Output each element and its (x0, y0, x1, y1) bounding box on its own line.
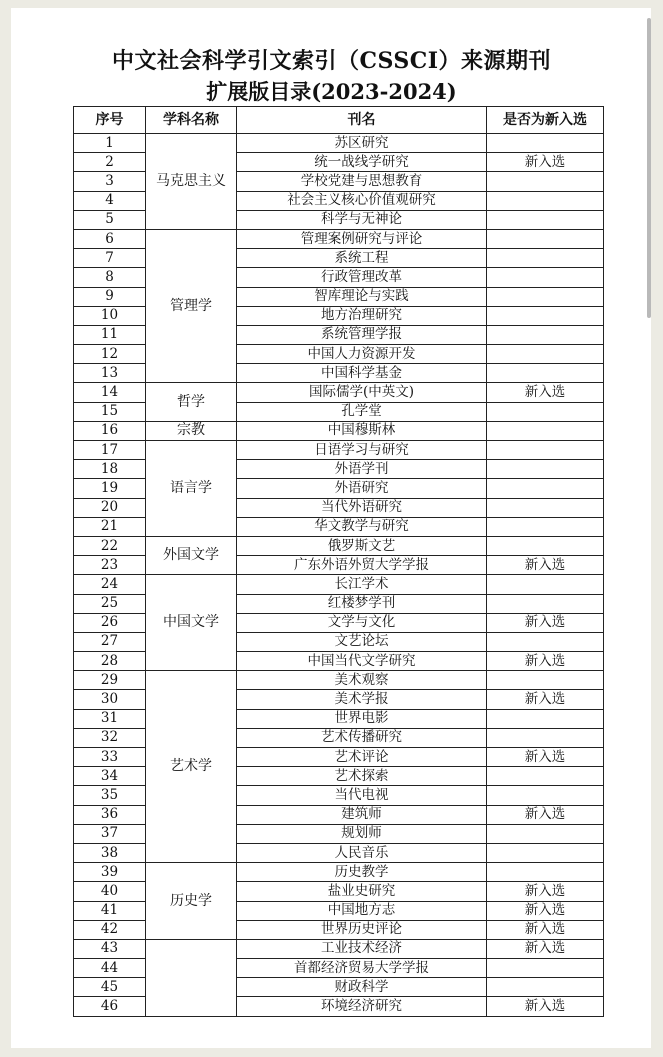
new-status (487, 402, 604, 421)
table-body (74, 134, 604, 1017)
new-status (487, 594, 604, 613)
journal-name: 盐业史研究 (237, 882, 487, 901)
journal-name: 智库理论与实践 (237, 287, 487, 306)
subject-cell (146, 939, 237, 1016)
new-status (487, 191, 604, 210)
row-number: 13 (74, 364, 146, 383)
row-number: 15 (74, 402, 146, 421)
new-status: 新入选 (487, 748, 604, 767)
new-status (487, 134, 604, 153)
row-number: 7 (74, 249, 146, 268)
journal-name: 当代外语研究 (237, 498, 487, 517)
row-number: 6 (74, 229, 146, 248)
journal-name: 艺术传播研究 (237, 728, 487, 747)
row-number: 41 (74, 901, 146, 920)
new-status (487, 479, 604, 498)
journal-name: 科学与无神论 (237, 210, 487, 229)
new-status (487, 268, 604, 287)
new-status (487, 229, 604, 248)
journal-name: 环境经济研究 (237, 997, 487, 1016)
subject-cell: 管理学 (146, 229, 237, 383)
new-status: 新入选 (487, 920, 604, 939)
subject-cell: 外国文学 (146, 536, 237, 574)
row-number: 28 (74, 652, 146, 671)
new-status (487, 959, 604, 978)
journal-name: 人民音乐 (237, 843, 487, 862)
row-number: 37 (74, 824, 146, 843)
table-row (74, 383, 604, 402)
row-number: 16 (74, 421, 146, 440)
journal-name: 中国地方志 (237, 901, 487, 920)
journal-name: 中国科学基金 (237, 364, 487, 383)
new-status (487, 728, 604, 747)
row-number: 19 (74, 479, 146, 498)
journal-name: 美术观察 (237, 671, 487, 690)
new-status (487, 287, 604, 306)
journal-name: 建筑师 (237, 805, 487, 824)
new-status: 新入选 (487, 882, 604, 901)
row-number: 43 (74, 939, 146, 958)
new-status: 新入选 (487, 939, 604, 958)
row-number: 30 (74, 690, 146, 709)
journal-name: 财政科学 (237, 978, 487, 997)
table-row (74, 441, 604, 460)
new-status (487, 210, 604, 229)
row-number: 31 (74, 709, 146, 728)
title-line-2: 扩展版目录(2023-2024) (206, 79, 457, 104)
journal-name: 工业技术经济 (237, 939, 487, 958)
row-number: 35 (74, 786, 146, 805)
table-row (74, 229, 604, 248)
new-status (487, 249, 604, 268)
new-status (487, 517, 604, 536)
new-status: 新入选 (487, 556, 604, 575)
row-number: 26 (74, 613, 146, 632)
row-number: 42 (74, 920, 146, 939)
new-status (487, 709, 604, 728)
new-status (487, 441, 604, 460)
new-status: 新入选 (487, 383, 604, 402)
row-number: 17 (74, 441, 146, 460)
new-status (487, 671, 604, 690)
new-status: 新入选 (487, 652, 604, 671)
journal-name: 社会主义核心价值观研究 (237, 191, 487, 210)
journal-name: 规划师 (237, 824, 487, 843)
row-number: 12 (74, 345, 146, 364)
table-row (74, 536, 604, 555)
row-number: 8 (74, 268, 146, 287)
journal-name: 行政管理改革 (237, 268, 487, 287)
journal-name: 统一战线学研究 (237, 153, 487, 172)
new-status (487, 421, 604, 440)
row-number: 4 (74, 191, 146, 210)
row-number: 25 (74, 594, 146, 613)
header-new: 是否为新入选 (487, 107, 604, 134)
journal-name: 日语学习与研究 (237, 441, 487, 460)
row-number: 14 (74, 383, 146, 402)
new-status (487, 536, 604, 555)
header-subject: 学科名称 (146, 107, 237, 134)
new-status (487, 824, 604, 843)
journal-name: 首都经济贸易大学学报 (237, 959, 487, 978)
new-status: 新入选 (487, 613, 604, 632)
subject-cell: 宗教 (146, 421, 237, 440)
row-number: 18 (74, 460, 146, 479)
journal-table (73, 106, 604, 1017)
row-number: 32 (74, 728, 146, 747)
journal-name: 艺术探索 (237, 767, 487, 786)
new-status: 新入选 (487, 805, 604, 824)
new-status (487, 345, 604, 364)
journal-name: 美术学报 (237, 690, 487, 709)
journal-name: 外语学刊 (237, 460, 487, 479)
journal-name: 华文教学与研究 (237, 517, 487, 536)
journal-name: 系统管理学报 (237, 325, 487, 344)
new-status (487, 172, 604, 191)
row-number: 27 (74, 632, 146, 651)
new-status (487, 786, 604, 805)
journal-name: 中国当代文学研究 (237, 652, 487, 671)
row-number: 5 (74, 210, 146, 229)
row-number: 46 (74, 997, 146, 1016)
table-row (74, 939, 604, 958)
row-number: 34 (74, 767, 146, 786)
new-status (487, 306, 604, 325)
new-status (487, 364, 604, 383)
table-row (74, 863, 604, 882)
journal-name: 世界电影 (237, 709, 487, 728)
row-number: 20 (74, 498, 146, 517)
journal-name: 管理案例研究与评论 (237, 229, 487, 248)
row-number: 33 (74, 748, 146, 767)
journal-name: 俄罗斯文艺 (237, 536, 487, 555)
journal-name: 广东外语外贸大学学报 (237, 556, 487, 575)
journal-name: 苏区研究 (237, 134, 487, 153)
header-journal: 刊名 (237, 107, 487, 134)
row-number: 36 (74, 805, 146, 824)
new-status (487, 325, 604, 344)
journal-name: 文艺论坛 (237, 632, 487, 651)
journal-name: 红楼梦学刊 (237, 594, 487, 613)
journal-name: 艺术评论 (237, 748, 487, 767)
row-number: 10 (74, 306, 146, 325)
journal-name: 文学与文化 (237, 613, 487, 632)
new-status: 新入选 (487, 690, 604, 709)
title-line-1: 中文社会科学引文索引（CSSCI）来源期刊 (111, 48, 552, 74)
row-number: 3 (74, 172, 146, 191)
new-status (487, 843, 604, 862)
row-number: 9 (74, 287, 146, 306)
table-header-row (74, 107, 604, 134)
new-status (487, 460, 604, 479)
row-number: 29 (74, 671, 146, 690)
new-status: 新入选 (487, 997, 604, 1016)
journal-name: 地方治理研究 (237, 306, 487, 325)
table-row (74, 421, 604, 440)
table-row (74, 134, 604, 153)
new-status (487, 632, 604, 651)
row-number: 38 (74, 843, 146, 862)
row-number: 40 (74, 882, 146, 901)
journal-name: 中国人力资源开发 (237, 345, 487, 364)
subject-cell: 历史学 (146, 863, 237, 940)
journal-name: 中国穆斯林 (237, 421, 487, 440)
journal-name: 历史教学 (237, 863, 487, 882)
new-status: 新入选 (487, 153, 604, 172)
new-status (487, 575, 604, 594)
new-status (487, 498, 604, 517)
row-number: 11 (74, 325, 146, 344)
journal-name: 学校党建与思想教育 (237, 172, 487, 191)
row-number: 24 (74, 575, 146, 594)
new-status: 新入选 (487, 901, 604, 920)
row-number: 2 (74, 153, 146, 172)
row-number: 21 (74, 517, 146, 536)
row-number: 23 (74, 556, 146, 575)
journal-name: 系统工程 (237, 249, 487, 268)
table-row (74, 671, 604, 690)
row-number: 44 (74, 959, 146, 978)
new-status (487, 978, 604, 997)
subject-cell: 语言学 (146, 441, 237, 537)
journal-name: 孔学堂 (237, 402, 487, 421)
journal-name: 国际儒学(中英文) (237, 383, 487, 402)
row-number: 22 (74, 536, 146, 555)
journal-name: 世界历史评论 (237, 920, 487, 939)
row-number: 1 (74, 134, 146, 153)
header-no: 序号 (74, 107, 146, 134)
subject-cell: 马克思主义 (146, 134, 237, 230)
row-number: 45 (74, 978, 146, 997)
subject-cell: 中国文学 (146, 575, 237, 671)
journal-name: 当代电视 (237, 786, 487, 805)
table-row (74, 575, 604, 594)
journal-name: 外语研究 (237, 479, 487, 498)
new-status (487, 767, 604, 786)
new-status (487, 863, 604, 882)
row-number: 39 (74, 863, 146, 882)
subject-cell: 艺术学 (146, 671, 237, 863)
journal-name: 长江学术 (237, 575, 487, 594)
subject-cell: 哲学 (146, 383, 237, 421)
